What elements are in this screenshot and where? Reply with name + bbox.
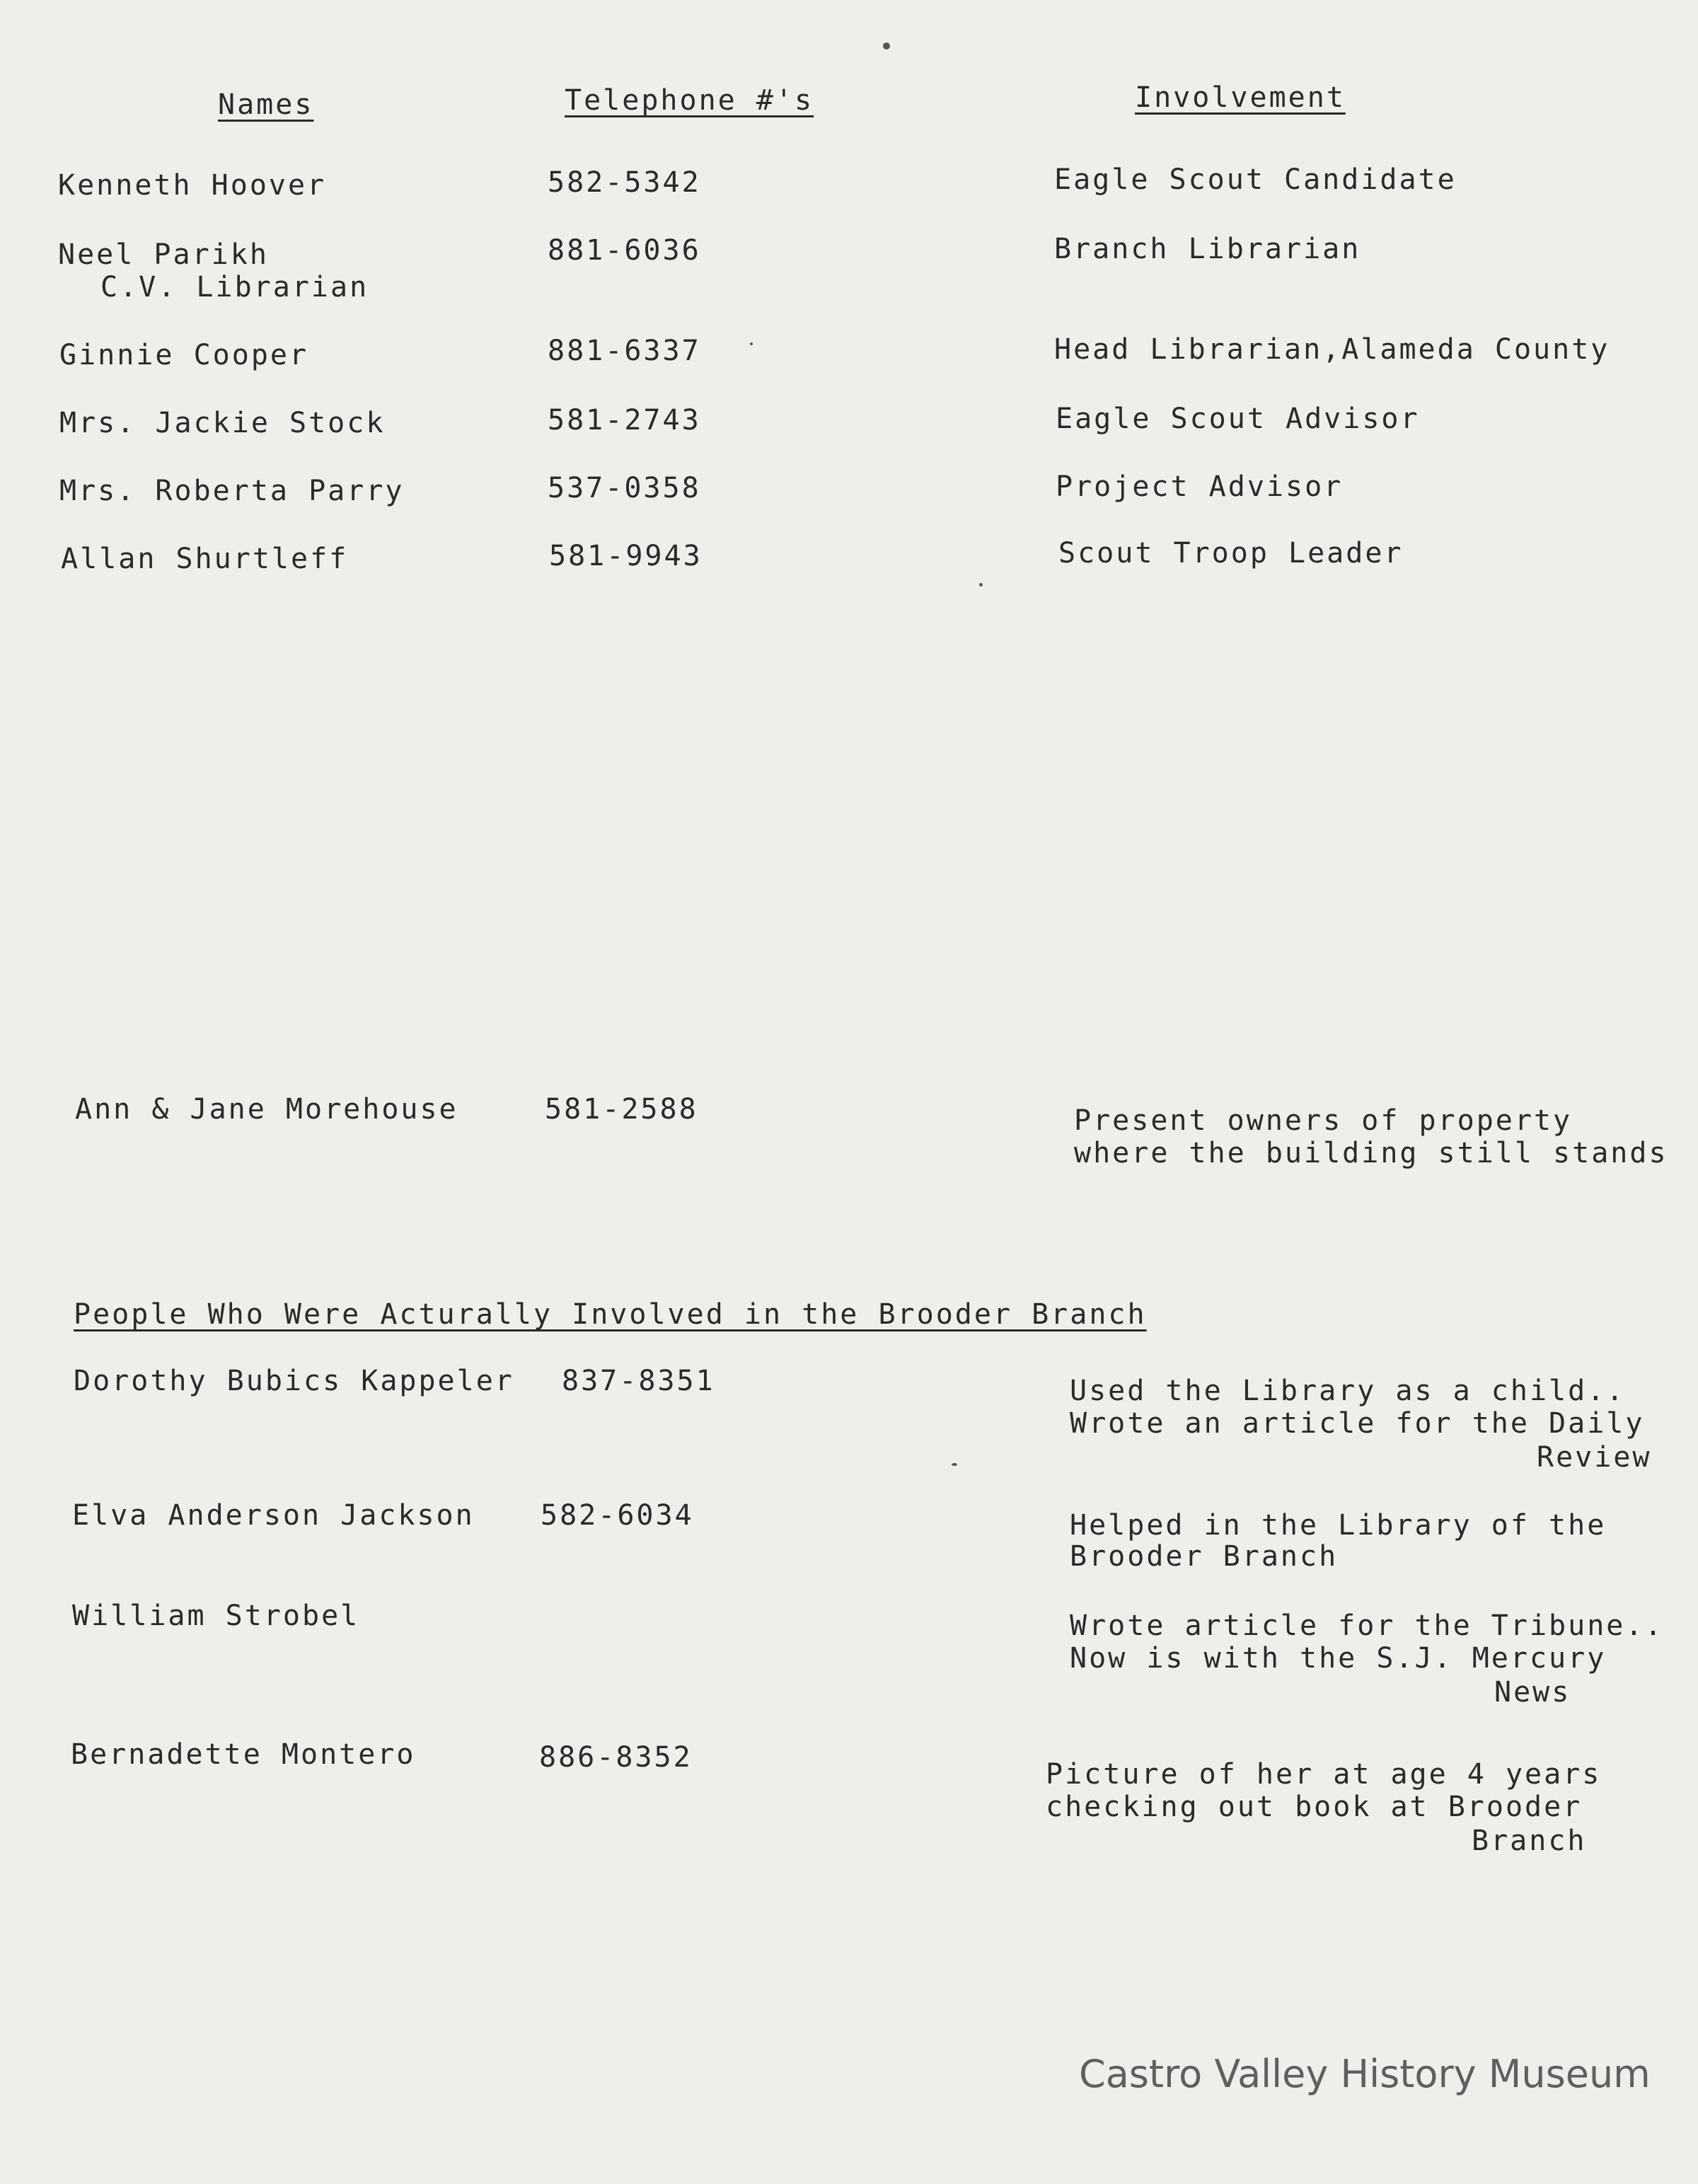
contact-name: Mrs. Jackie Stock	[59, 407, 386, 439]
involved-note-tail: Branch	[1472, 1825, 1587, 1857]
contact-phone: 581-9943	[549, 540, 703, 572]
contact-phone: 581-2743	[548, 404, 701, 437]
ink-speck	[883, 42, 890, 50]
contact-phone: 582-5342	[548, 166, 701, 199]
involved-note-tail: News	[1494, 1676, 1571, 1709]
involved-note-tail: Review	[1537, 1441, 1652, 1474]
contact-name: Ginnie Cooper	[59, 339, 309, 371]
involved-note-line: Wrote an article for the Daily	[1070, 1407, 1645, 1440]
owners-name: Ann & Jane Morehouse	[75, 1093, 458, 1126]
contact-involvement: Branch Librarian	[1054, 233, 1361, 265]
header-telephone: Telephone #'s	[565, 84, 814, 117]
involved-name: Dorothy Bubics Kappeler	[74, 1365, 514, 1397]
contact-name: Allan Shurtleff	[61, 543, 349, 575]
contact-phone: 881-6337	[548, 335, 701, 367]
involved-note-line: Brooder Branch	[1070, 1540, 1339, 1573]
involved-note-line: Helped in the Library of the	[1070, 1509, 1607, 1542]
involved-note-line: Picture of her at age 4 years	[1046, 1758, 1602, 1791]
ink-speck	[979, 583, 983, 587]
contact-involvement: Eagle Scout Candidate	[1054, 163, 1457, 196]
involved-name: Elva Anderson Jackson	[72, 1499, 475, 1532]
involved-name: Bernadette Montero	[71, 1738, 416, 1771]
involved-phone: 582-6034	[541, 1499, 694, 1532]
involved-phone: 837-8351	[562, 1365, 715, 1397]
involved-name: William Strobel	[72, 1600, 360, 1632]
museum-watermark: Castro Valley History Museum	[1079, 2052, 1651, 2096]
contact-name: Kenneth Hoover	[58, 169, 327, 202]
involved-note-line: Now is with the S.J. Mercury	[1070, 1642, 1607, 1675]
contact-involvement: Scout Troop Leader	[1058, 537, 1404, 570]
involved-note-line: checking out book at Brooder	[1046, 1791, 1583, 1823]
contact-phone: 881-6036	[548, 234, 701, 267]
contact-name: Mrs. Roberta Parry	[59, 475, 405, 507]
contact-involvement: Project Advisor	[1056, 470, 1344, 503]
header-names: Names	[218, 88, 314, 121]
contact-involvement: Head Librarian,Alameda County	[1054, 333, 1610, 366]
involved-note-line: Used the Library as a child..	[1070, 1375, 1626, 1407]
owners-phone: 581-2588	[545, 1093, 698, 1126]
ink-speck	[750, 342, 753, 345]
owners-involvement-line: Present owners of property	[1074, 1104, 1573, 1137]
contact-phone: 537-0358	[548, 472, 701, 504]
contact-name: Neel Parikh	[58, 238, 269, 271]
owners-involvement-line: where the building still stands	[1074, 1137, 1668, 1169]
contact-involvement: Eagle Scout Advisor	[1056, 403, 1420, 435]
section-title: People Who Were Acturally Involved in the Brooder Branch	[74, 1298, 1147, 1331]
involved-note-line: Wrote article for the Tribune..	[1070, 1610, 1664, 1642]
contact-title: C.V. Librarian	[100, 271, 369, 304]
header-involvement: Involvement	[1135, 81, 1346, 114]
ink-speck	[952, 1463, 957, 1466]
involved-phone: 886-8352	[539, 1741, 693, 1774]
